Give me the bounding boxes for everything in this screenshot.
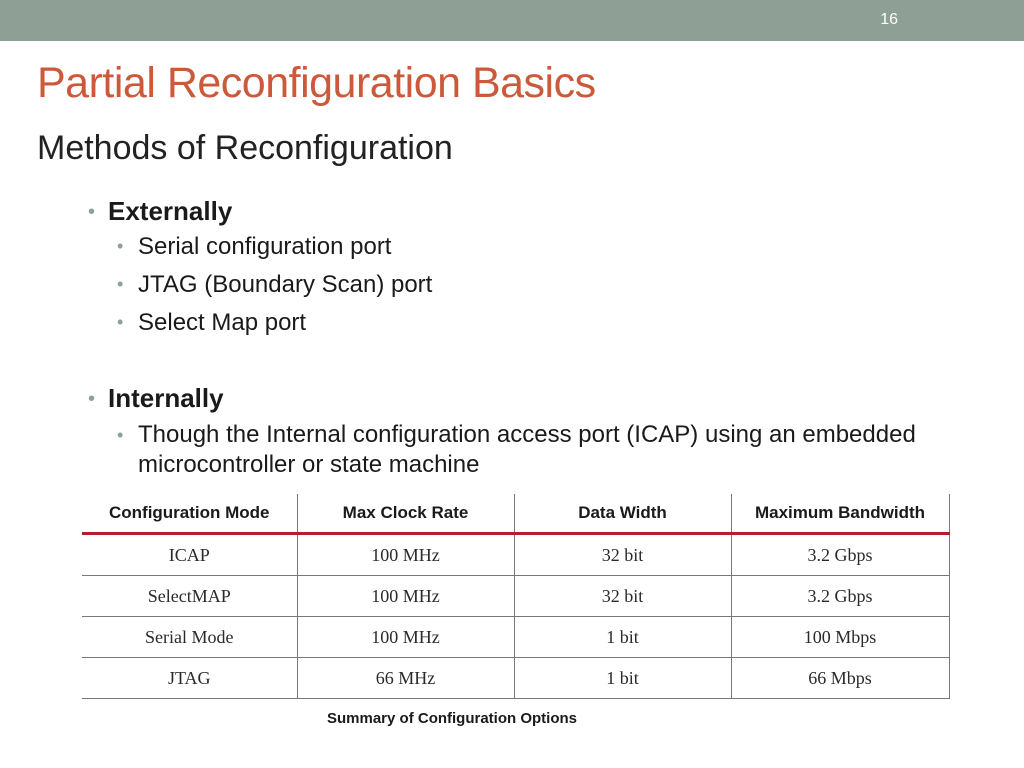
sub-bullet-text: Serial configuration port (138, 233, 392, 260)
bullet-dot-icon: • (88, 388, 96, 410)
slide-title: Partial Reconfiguration Basics (37, 59, 596, 107)
sub-bullet-text: Though the Internal configuration access port (ICAP) using an embedded microcontroller or state machine (138, 421, 916, 478)
table-cell: 1 bit (514, 658, 731, 699)
table-cell: ICAP (82, 534, 297, 576)
table-cell: 3.2 Gbps (731, 534, 949, 576)
column-header: Configuration Mode (82, 494, 297, 534)
table-cell: 32 bit (514, 534, 731, 576)
table-row (82, 576, 949, 617)
bullet-dot-icon: • (88, 201, 96, 223)
sub-bullet-text: JTAG (Boundary Scan) port (138, 271, 433, 298)
column-header: Maximum Bandwidth (731, 494, 949, 534)
column-header: Max Clock Rate (297, 494, 514, 534)
table-cell: 100 Mbps (731, 617, 949, 658)
sub-bullet (117, 273, 432, 297)
bullet-externally (88, 198, 232, 224)
sub-bullet (117, 420, 977, 480)
table-cell: 100 MHz (297, 617, 514, 658)
table-cell: JTAG (82, 658, 297, 699)
table-cell: 1 bit (514, 617, 731, 658)
bullet-dot-icon: • (117, 312, 124, 332)
bullet-internally (88, 385, 224, 411)
table-header-row (82, 494, 949, 534)
bullet-label: Externally (108, 196, 233, 226)
table-cell: 100 MHz (297, 534, 514, 576)
configuration-table (82, 494, 950, 699)
bullet-dot-icon: • (117, 236, 124, 256)
table-caption: Summary of Configuration Options (327, 710, 577, 727)
top-bar (0, 0, 1024, 41)
bullet-dot-icon: • (117, 425, 124, 445)
bullet-label: Internally (108, 383, 224, 413)
table-row (82, 617, 949, 658)
sub-bullet (117, 311, 306, 335)
column-header: Data Width (514, 494, 731, 534)
table-cell: Serial Mode (82, 617, 297, 658)
table-cell: 3.2 Gbps (731, 576, 949, 617)
sub-bullet (117, 235, 391, 259)
table-cell: 100 MHz (297, 576, 514, 617)
table-row (82, 658, 949, 699)
table-cell: 32 bit (514, 576, 731, 617)
bullet-dot-icon: • (117, 274, 124, 294)
table-cell: SelectMAP (82, 576, 297, 617)
table-row (82, 534, 949, 576)
table-cell: 66 Mbps (731, 658, 949, 699)
slide-number: 16 (880, 11, 898, 28)
table-cell: 66 MHz (297, 658, 514, 699)
sub-bullet-text: Select Map port (138, 309, 307, 336)
slide-subtitle: Methods of Reconfiguration (37, 129, 453, 167)
